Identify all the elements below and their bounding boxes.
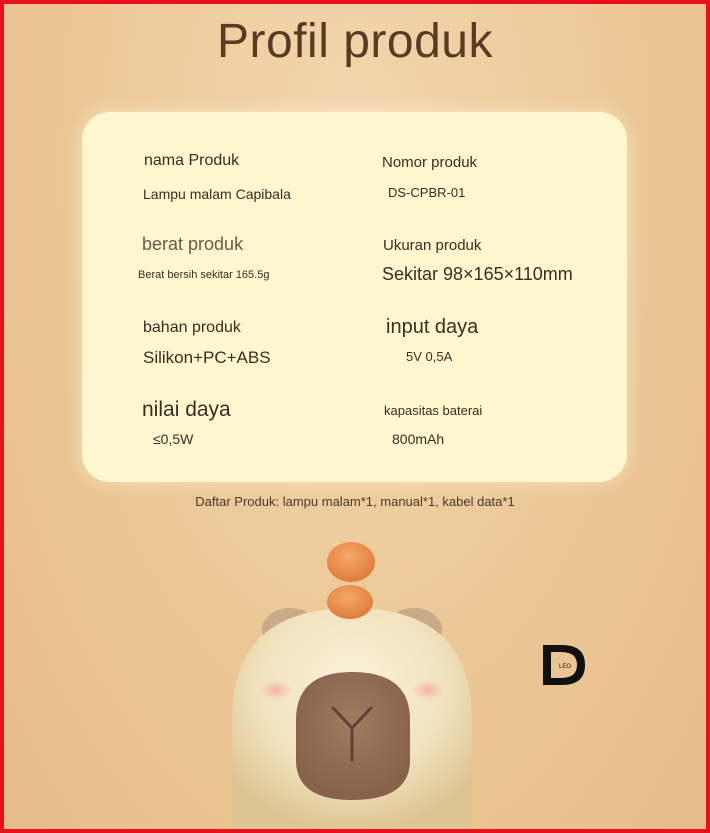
spec-label-material: bahan produk (143, 319, 241, 336)
orange-top-icon (327, 542, 375, 582)
logo-inner-text: LEO (559, 664, 572, 670)
spec-value-size: Sekitar 98×165×110mm (382, 264, 573, 284)
spec-value-power-input: 5V 0,5A (406, 349, 453, 364)
blush-left-icon (260, 680, 292, 700)
spec-label-battery: kapasitas baterai (384, 403, 483, 418)
logo-icon (540, 641, 588, 689)
blush-right-icon (412, 680, 444, 700)
page-title: Profil produk (217, 15, 493, 68)
spec-label-power-rating: nilai daya (142, 398, 231, 421)
spec-value-product-number: DS-CPBR-01 (388, 185, 466, 200)
spec-value-weight: Berat bersih sekitar 165.5g (138, 269, 270, 281)
spec-label-size: Ukuran produk (383, 237, 482, 254)
spec-label-weight: berat produk (142, 234, 244, 254)
spec-value-product-name: Lampu malam Capibala (143, 186, 291, 202)
spec-value-battery: 800mAh (392, 431, 445, 447)
spec-value-power-rating: ≤0,5W (153, 431, 194, 447)
spec-label-product-name: nama Produk (144, 152, 240, 169)
package-contents-text: Daftar Produk: lampu malam*1, manual*1, kabel data*1 (195, 494, 515, 509)
spec-label-product-number: Nomor produk (382, 154, 478, 171)
spec-label-power-input: input daya (386, 316, 479, 338)
orange-bottom-icon (327, 585, 373, 619)
spec-value-material: Silikon+PC+ABS (143, 348, 271, 367)
